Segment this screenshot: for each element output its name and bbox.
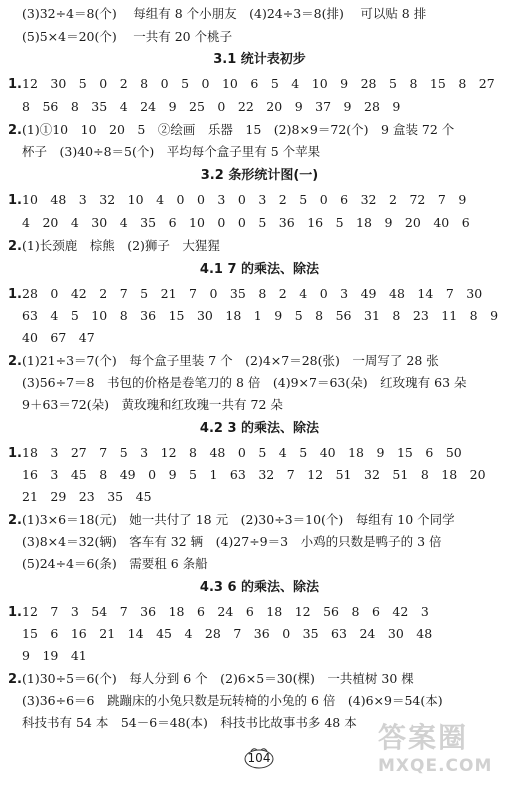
watermark-url: MXQE.COM: [378, 756, 493, 776]
answer-text: (1)①10 10 20 5 ②绘画 乐器 15 (2)8×9＝72(个) 9 盒装 72 个: [22, 122, 455, 137]
text-line: 21 29 23 35 45: [22, 489, 152, 504]
question-number: 2.: [8, 239, 22, 254]
question-number: 1.: [8, 77, 22, 92]
answer-text: (1)21÷3＝7(个) 每个盒子里装 7 个 (2)4×7＝28(张) 一周写了 28 张: [22, 353, 439, 368]
question-number: 2.: [8, 123, 22, 138]
answer-text: (1)长颈鹿 棕熊 (2)狮子 大猩猩: [22, 238, 220, 253]
text-line: (3)56÷7＝8 书包的价格是卷笔刀的 8 倍 (4)9×7＝63(朵) 红玫瑰有 63 朵: [22, 375, 467, 390]
question-1: [8, 189, 516, 211]
question-2: [8, 668, 516, 690]
question-number: 2.: [8, 513, 22, 528]
text-line: 63 4 5 10 8 36 15 30 18 1 9 5 8 56 31 8 23 11 8 9: [22, 308, 499, 323]
text-line: 8 56 8 35 4 24 9 25 0 22 20 9 37 9 28 9: [22, 99, 401, 114]
answer-text: 10 48 3 32 10 4 0 0 3 0 3 2 5 0 6 32 2 72 7 9: [22, 192, 467, 207]
text-line: 9＋63＝72(朵) 黄玫瑰和红玫瑰一共有 72 朵: [22, 397, 283, 412]
text-line: (3)36÷6＝6 跳蹦床的小兔只数是玩转椅的小兔的 6 倍 (4)6×9＝54(本): [22, 693, 443, 708]
watermark-text: 答案圈: [378, 721, 469, 754]
text-line: 40 67 47: [22, 330, 95, 345]
answer-text: (1)30÷5＝6(个) 每人分到 6 个 (2)6×5＝30(棵) 一共植树 30 棵: [22, 671, 414, 686]
text-line: (5)24÷4＝6(条) 需要租 6 条船: [22, 556, 208, 571]
text-line: (3)8×4＝32(辆) 客车有 32 辆 (4)27÷9＝3 小鸡的只数是鸭子的 3 倍: [22, 534, 442, 549]
watermark: [378, 716, 516, 782]
text-line: (5)5×4＝20(个) 一共有 20 个桃子: [22, 29, 233, 44]
text-line: (3)32÷4＝8(个) 每组有 8 个小朋友 (4)24÷3＝8(排) 可以贴 8 排: [22, 6, 427, 21]
text-line: 科技书有 54 本 54－6＝48(本) 科技书比故事书多 48 本: [22, 715, 357, 730]
page-number: [242, 746, 276, 770]
answer-text: 28 0 42 2 7 5 21 7 0 35 8 2 4 0 3 49 48 14 7 30: [22, 286, 483, 301]
section-title: 4.2 3 的乘法、除法: [199, 421, 320, 436]
section-title: 3.2 条形统计图(一): [200, 168, 319, 183]
answer-text: (1)3×6＝18(元) 她一共付了 18 元 (2)30÷3＝10(个) 每组有 10 个同学: [22, 512, 455, 527]
question-number: 1.: [8, 605, 22, 620]
text-line: 4 20 4 30 4 35 6 10 0 0 5 36 16 5 18 9 20 40 6: [22, 215, 470, 230]
answer-text: 12 7 3 54 7 36 18 6 24 6 18 12 56 8 6 42 3: [22, 604, 429, 619]
answer-text: 12 30 5 0 2 8 0 5 0 10 6 5 4 10 9 28 5 8 15 8 27: [22, 76, 495, 91]
question-2: [8, 509, 516, 531]
section-title: 3.1 统计表初步: [213, 52, 306, 67]
question-2: [8, 235, 516, 257]
question-2: [8, 119, 516, 141]
question-1: [8, 73, 516, 95]
question-1: [8, 601, 516, 623]
question-number: 2.: [8, 672, 22, 687]
question-2: [8, 350, 516, 372]
text-line: 9 19 41: [22, 648, 87, 663]
question-1: [8, 442, 516, 464]
question-number: 2.: [8, 354, 22, 369]
text-line: 16 3 45 8 49 0 9 5 1 63 32 7 12 51 32 51 8 18 20: [22, 467, 486, 482]
text-line: 15 6 16 21 14 45 4 28 7 36 0 35 63 24 30 48: [22, 626, 433, 641]
section-title: 4.3 6 的乘法、除法: [199, 580, 320, 595]
question-number: 1.: [8, 287, 22, 302]
question-1: [8, 283, 516, 305]
answer-text: 18 3 27 7 5 3 12 8 48 0 5 4 5 40 18 9 15 6 50: [22, 445, 462, 460]
section-title: 4.1 7 的乘法、除法: [199, 262, 320, 277]
question-number: 1.: [8, 193, 22, 208]
question-number: 1.: [8, 446, 22, 461]
text-line: 杯子 (3)40÷8＝5(个) 平均每个盒子里有 5 个苹果: [22, 144, 321, 159]
page-number-text: 104: [247, 751, 271, 765]
